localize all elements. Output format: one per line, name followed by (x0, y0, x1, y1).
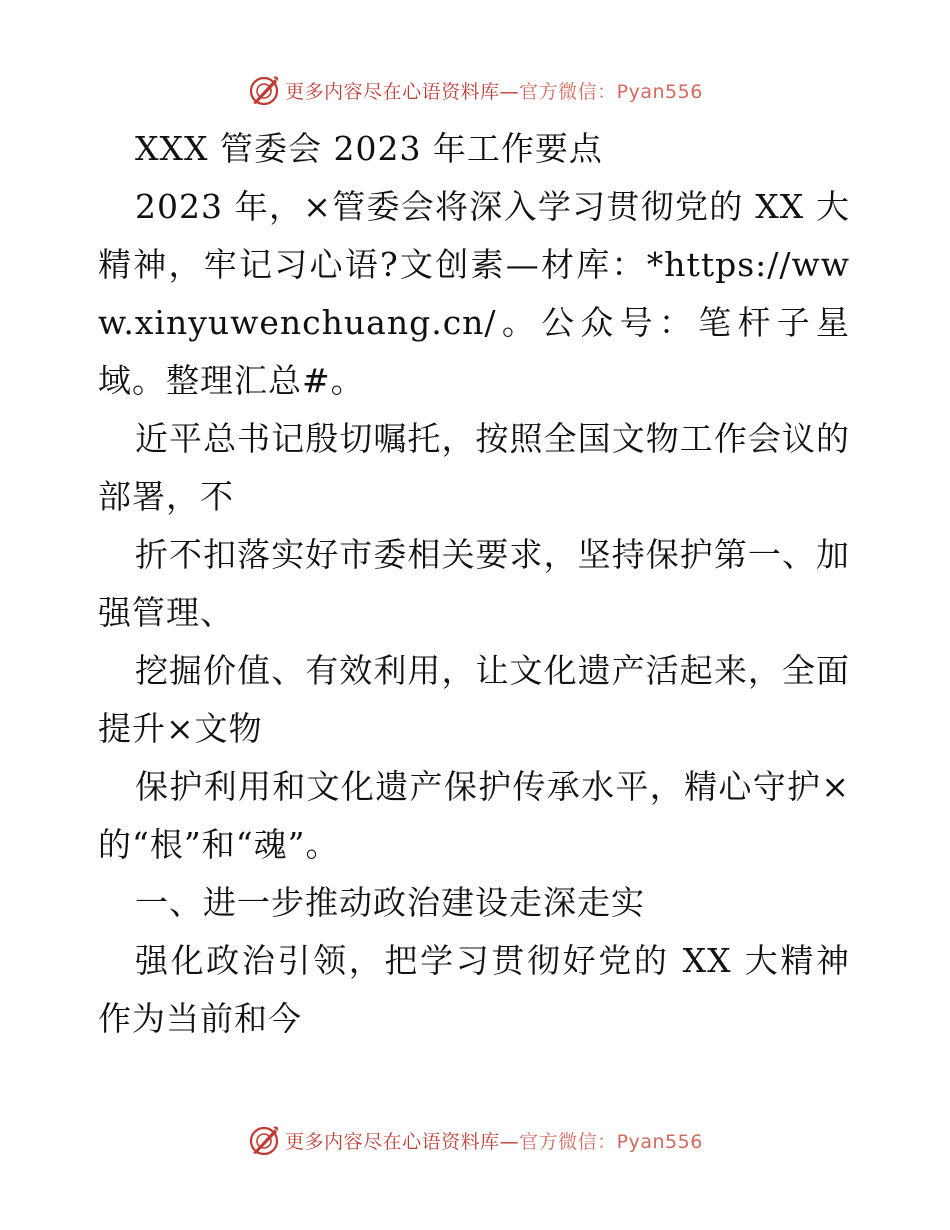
paragraph: 保护利用和文化遗产保护传承水平，精心守护×的“根”和“魂”。 (98, 767, 850, 864)
paragraph: 折不扣落实好市委相关要求，坚持保护第一、加强管理、 (98, 535, 850, 632)
paragraph: 近平总书记殷切嘱托，按照全国文物工作会议的部署，不 (98, 419, 850, 516)
watermark-text (285, 77, 703, 104)
header-watermark-banner (0, 70, 950, 110)
document-title: XXX 管委会 2023 年工作要点 (135, 129, 603, 168)
watermark-wechat: 官方微信：Pyan556 (519, 1130, 703, 1153)
document-body (98, 120, 850, 1048)
quill-pen-logo-icon (247, 73, 281, 107)
watermark-text (285, 1127, 703, 1154)
paragraph: 挖掘价值、有效利用，让文化遗产活起来，全面提升×文物 (98, 651, 850, 748)
quill-pen-logo-icon (247, 1123, 281, 1157)
footer-watermark-banner (0, 1120, 950, 1160)
paragraph: 强化政治引领，把学习贯彻好党的 XX 大精神作为当前和今 (98, 941, 850, 1038)
watermark-wechat: 官方微信：Pyan556 (519, 80, 703, 103)
watermark-dash: — (499, 80, 520, 103)
watermark-main: 更多内容尽在心语资料库 (285, 1130, 500, 1153)
section-heading: 一、进一步推动政治建设走深走实 (135, 883, 645, 922)
paragraph: 2023 年，×管委会将深入学习贯彻党的 XX 大精神，牢记习心语?文创素—材库：*https://www.xinyuwenchuang.cn/。公众号：笔杆子星域。整理汇总#。 (98, 187, 850, 400)
watermark-main: 更多内容尽在心语资料库 (285, 80, 500, 103)
watermark-dash: — (499, 1130, 520, 1153)
